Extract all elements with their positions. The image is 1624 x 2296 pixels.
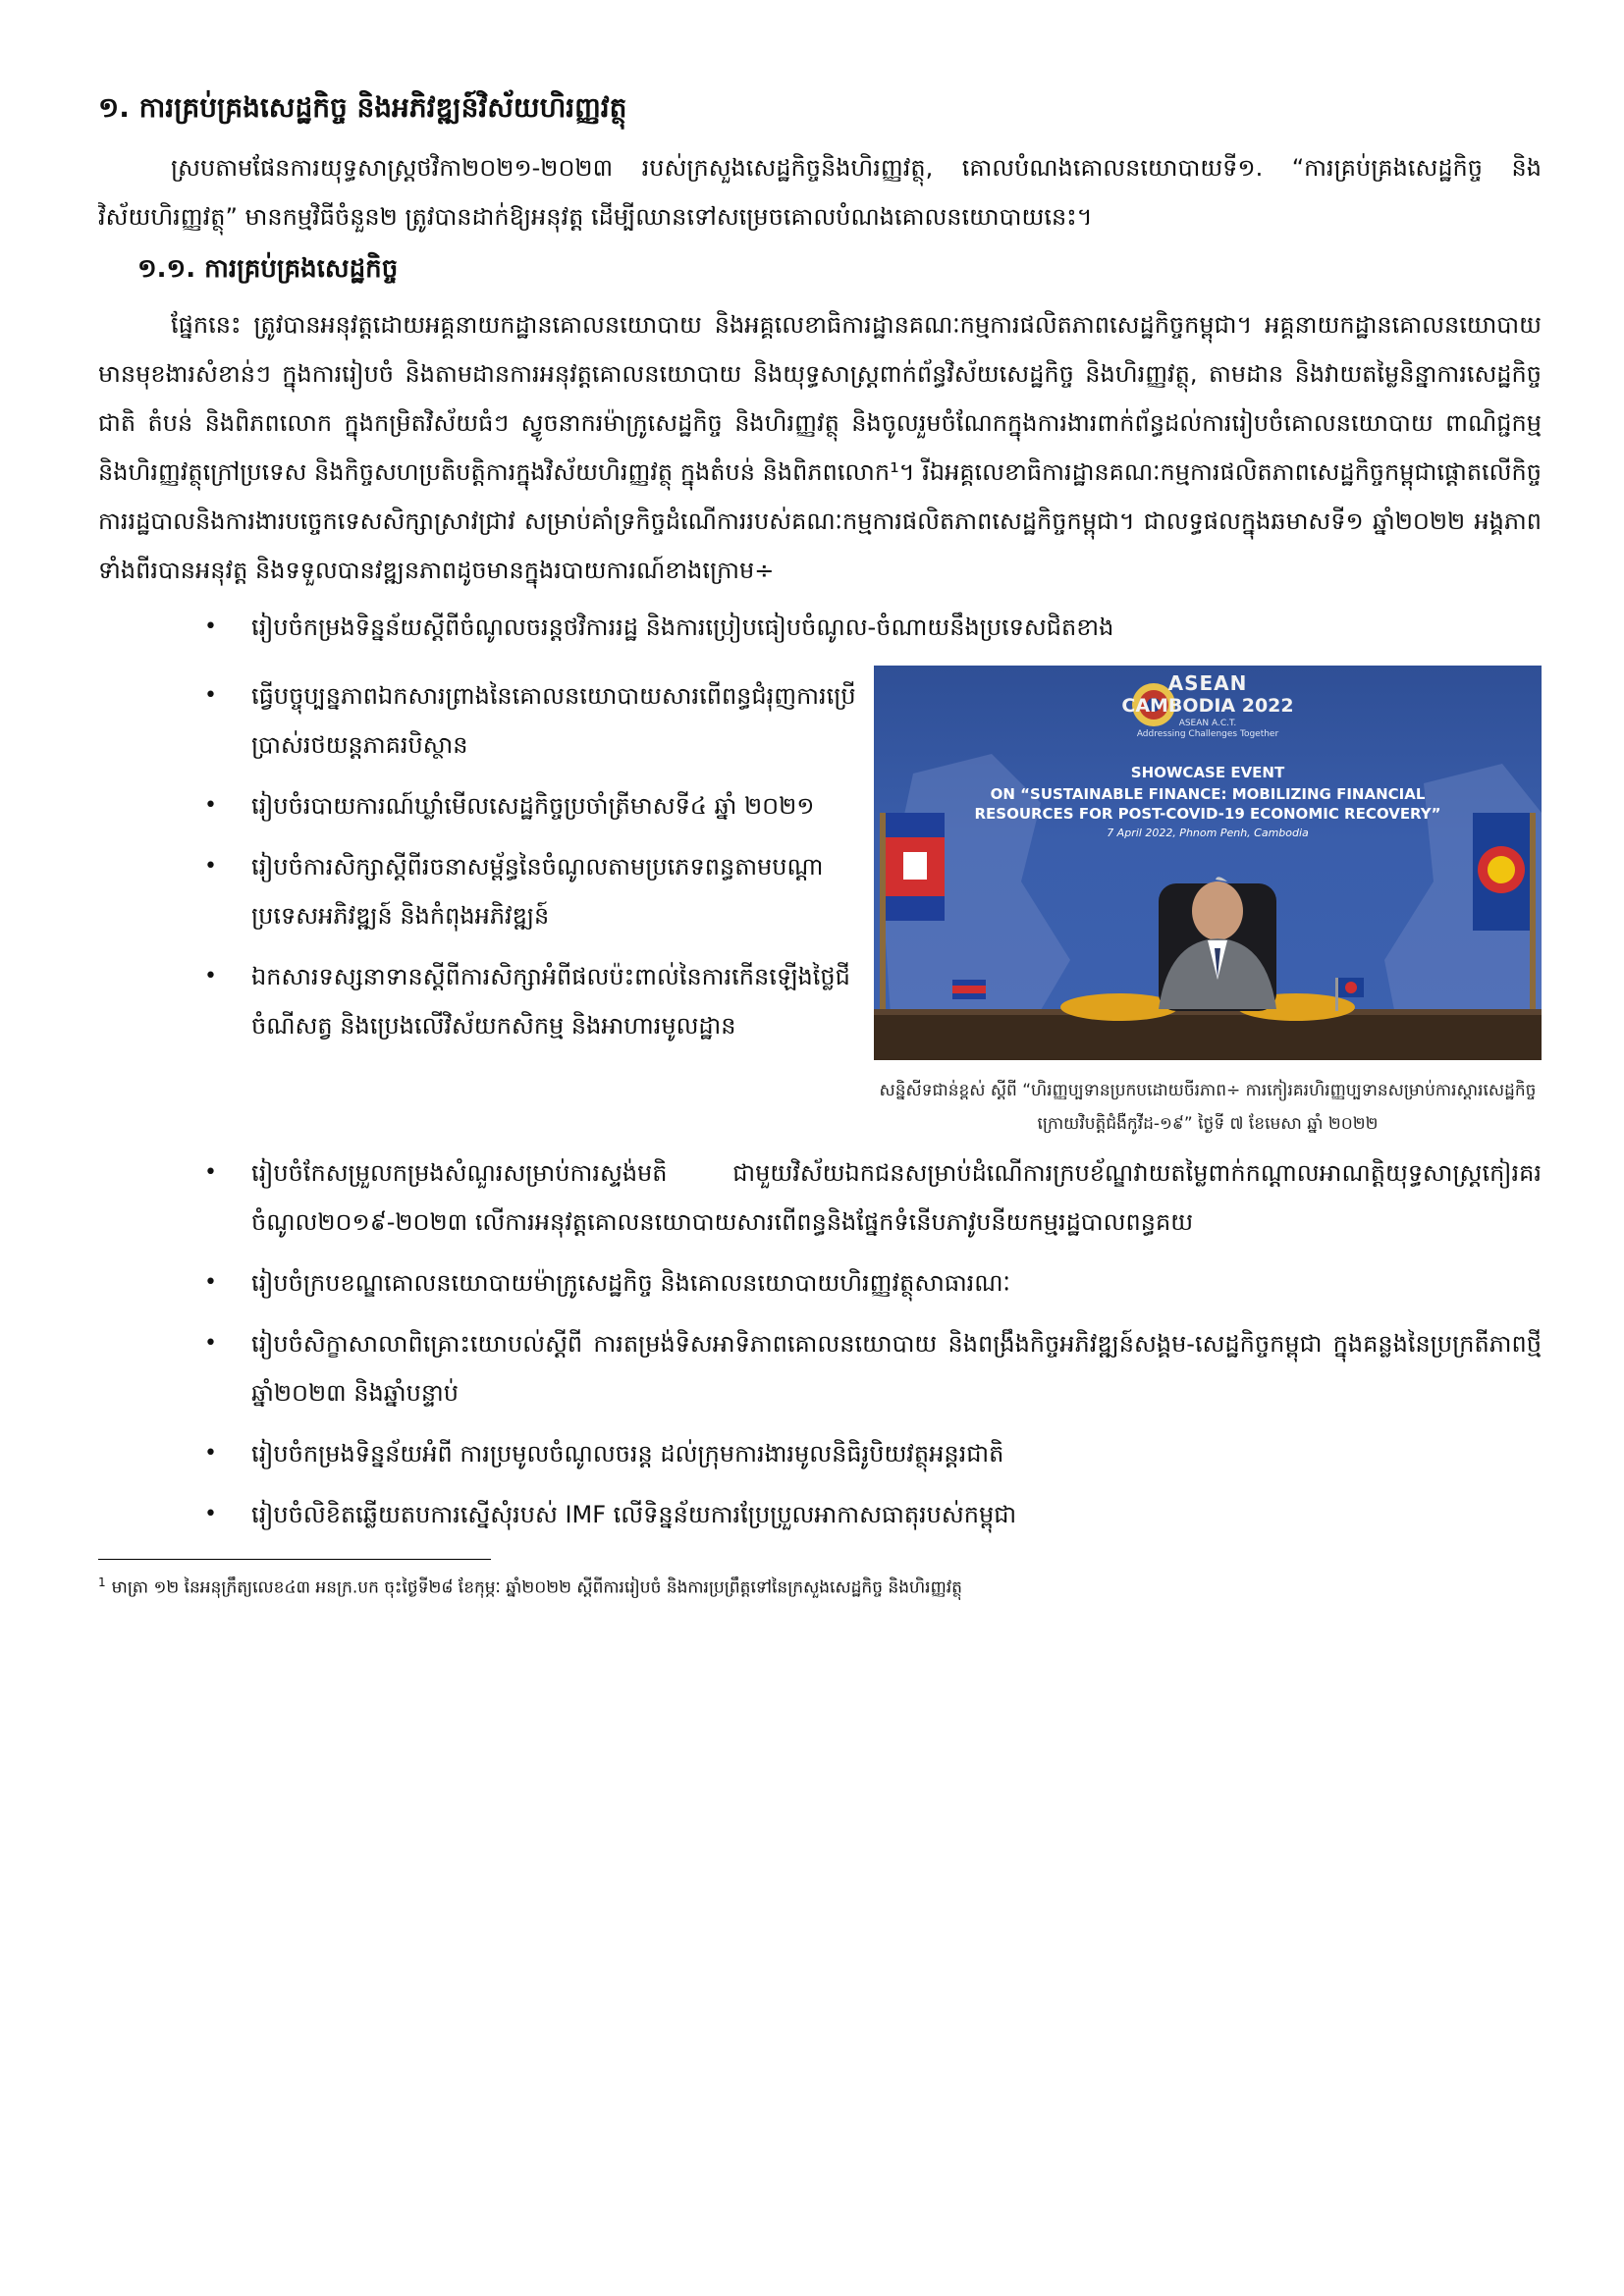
banner-tagline: Addressing Challenges Together [1136, 729, 1279, 739]
bullet-icon: • [204, 854, 217, 879]
bullet-icon: • [204, 1441, 217, 1466]
footnote-text: មាត្រា ១២ នៃអនុក្រឹត្យលេខ៤៣ អនក្រ.បក ចុះថ្ងៃទី២៨ ខែកុម្ភៈ ឆ្នាំ២០២២ ស្តីពីការរៀបចំ និងការប្រព្រឹត្តទៅនៃក្រសួងសេដ្ឋកិច្ច និងហិរញ្ញវត្ថុ [111, 1577, 962, 1598]
event-line-1: SHOWCASE EVENT [1130, 764, 1285, 781]
footnote [98, 1568, 1542, 1603]
event-line-3: RESOURCES FOR POST-COVID-19 ECONOMIC RECOVERY” [974, 805, 1441, 823]
list-item-text: រៀបចំការសិក្សាស្តីពីរចនាសម្ព័ន្ធនៃចំណូលតាមប្រភេទពន្ធតាមបណ្តាប្រទេសអភិវឌ្ឍន៍ និងកំពុងអភិវឌ្ឍន៍ [251, 853, 824, 930]
list-item [98, 671, 862, 770]
bullet-list-bottom [98, 1148, 1542, 1539]
event-photo-figure [874, 666, 1542, 1141]
list-item-text: រៀបចំសិក្ខាសាលាពិគ្រោះយោបល់ស្តីពី ការតម្រង់ទិសអាទិភាពគោលនយោបាយ និងពង្រឹងកិច្ចអភិវឌ្ឍន៍សង្គម-សេដ្ឋកិច្ចកម្ពុជា ក្នុងគន្លងនៃប្រក្រតីភាពថ្មីឆ្នាំ២០២៣ និងឆ្នាំបន្ទាប់ [251, 1330, 1542, 1407]
list-item-text: ធ្វើបច្ចុប្បន្នភាពឯកសារព្រាងនៃគោលនយោបាយសារពើពន្ធជំរុញការប្រើប្រាស់រថយន្តភាគរបិស្ថាន [251, 682, 856, 759]
bullet-icon: • [204, 1270, 217, 1295]
section-1-1-body: ផ្នែកនេះ ត្រូវបានអនុវត្តដោយអគ្គនាយកដ្ឋានគោលនយោបាយ និងអគ្គលេខាធិការដ្ឋានគណៈកម្មការផលិតភាពសេដ្ឋកិច្ចកម្ពុជា។ អគ្គនាយកដ្ឋានគោលនយោបាយមានមុខងារសំខាន់ៗ ក្នុងការរៀបចំ និងតាមដានការអនុវត្តគោលនយោបាយ និងយុទ្ធសាស្ត្រពាក់ព័ន្ធវិស័យសេដ្ឋកិច្ច និងហិរញ្ញវត្ថុ, តាមដាន និងវាយតម្លៃនិន្នាការសេដ្ឋកិច្ចជាតិ តំបន់ និងពិភពលោក ក្នុងកម្រិតវិស័យធំៗ ស្វូចនាករម៉ាក្រូសេដ្ឋកិច្ច និងហិរញ្ញវត្ថុ និងចូលរួមចំណែកក្នុងការងារពាក់ព័ន្ធដល់ការរៀបចំគោលនយោបាយ ពាណិជ្ជកម្ម និងហិរញ្ញវត្ថុក្រៅប្រទេស និងកិច្ចសហប្រតិបត្តិការក្នុងវិស័យហិរញ្ញវត្ថុ ក្នុងតំបន់ និងពិភពលោក¹។ រីឯអគ្គលេខាធិការដ្ឋានគណៈកម្មការផលិតភាពសេដ្ឋកិច្ចកម្ពុជាផ្តោតលើកិច្ចការរដ្ឋបាលនិងការងារបច្ចេកទេសសិក្សាស្រាវជ្រាវ សម្រាប់គាំទ្រកិច្ចដំណើការរបស់គណៈកម្មការផលិតភាពសេដ្ឋកិច្ចកម្ពុជា។ ជាលទ្ធផលក្នុងឆមាសទី១ ឆ្នាំ២០២២ អង្គភាពទាំងពីរបានអនុវត្ត និងទទួលបានវឌ្ឍនភាពដូចមានក្នុងរបាយការណ៍ខាងក្រោម÷ [98, 311, 1542, 584]
banner-subtitle: CAMBODIA 2022 [1121, 695, 1294, 717]
list-item-text: ឯកសារទស្សនាទានស្តីពីការសិក្សាអំពីផលប៉ះពាល់នៃការកើនឡើងថ្លៃជី ចំណីសត្វ និងប្រេងលើវិស័យកសិកម្ម និងអាហារមូលដ្ឋាន [251, 963, 850, 1040]
list-item [98, 1258, 1542, 1308]
bullet-icon: • [204, 683, 217, 708]
section-1-1-heading: ១.១. ការគ្រប់គ្រងសេដ្ឋកិច្ច [137, 254, 399, 284]
list-item-text: រៀបចំកម្រងទិន្នន័យអំពី ការប្រមូលចំណូលចរន្ត ដល់ក្រុមការងារមូលនិធិរូបិយវត្ថុអន្តរជាតិ [251, 1440, 1004, 1468]
list-item [98, 1490, 1542, 1539]
list-item [98, 1429, 1542, 1478]
list-item [98, 603, 1542, 652]
bullet-icon: • [204, 1331, 217, 1356]
banner-title: ASEAN [1167, 671, 1248, 695]
list-item [98, 952, 862, 1050]
event-line-2: ON “SUSTAINABLE FINANCE: MOBILIZING FINANCIAL [990, 785, 1426, 803]
bullet-list-side [98, 671, 862, 1062]
list-item-text: រៀបចំក្របខណ្ឌគោលនយោបាយម៉ាក្រូសេដ្ឋកិច្ច និងគោលនយោបាយហិរញ្ញវត្ថុសាធារណៈ [251, 1269, 1010, 1297]
bullets-with-figure [98, 664, 1542, 1141]
bullet-icon: • [204, 964, 217, 988]
event-photo [874, 666, 1542, 1060]
list-item [98, 1148, 1542, 1247]
list-item [98, 1319, 1542, 1417]
footnote-divider [98, 1559, 491, 1560]
list-item-text: រៀបចំកម្រងទិន្នន័យស្តីពីចំណូលចរន្តថវិការរដ្ឋ និងការប្រៀបធៀបចំណូល-ចំណាយនឹងប្រទេសជិតខាង [251, 614, 1114, 641]
section-1-intro: ស្របតាមផែនការយុទ្ធសាស្ត្រថវិកា២០២១-២០២៣ របស់ក្រសួងសេដ្ឋកិច្ចនិងហិរញ្ញវត្ថុ, គោលបំណងគោលនយោបាយទី១. “ការគ្រប់គ្រងសេដ្ឋកិច្ច និងវិស័យហិរញ្ញវត្ថុ” មានកម្មវិធីចំនួន២ ត្រូវបានដាក់ឱ្យអនុវត្ត ដើម្បីឈានទៅសម្រេចគោលបំណងគោលនយោបាយនេះ។ [98, 154, 1542, 231]
list-item [98, 781, 862, 830]
photo-caption: សន្និសីទជាន់ខ្ពស់ ស្តីពី “ហិរញ្ញប្បទានប្រកបដោយចីរភាព÷ ការកៀរគរហិរញ្ញប្បទានសម្រាប់ការស្តារសេដ្ឋកិច្ចក្រោយវិបត្តិជំងឺកូវីដ-១៩” ថ្ងៃទី ៧ ខែមេសា ឆ្នាំ ២០២២ [879, 1081, 1537, 1134]
list-item-text: រៀបចំរបាយការណ៍ឃ្លាំមើលសេដ្ឋកិច្ចប្រចាំត្រីមាសទី៤ ឆ្នាំ ២០២១ [251, 792, 815, 820]
list-item-text: រៀបចំលិខិតឆ្លើយតបការស្នើសុំរបស់ IMF លើទិន្នន័យការប្រែប្រួលអាកាសធាតុរបស់កម្ពុជា [251, 1501, 1017, 1528]
bullet-icon: • [204, 1502, 217, 1526]
bullet-list-top [98, 603, 1542, 652]
bullet-icon: • [204, 793, 217, 818]
list-item-text: រៀបចំកែសម្រួលកម្រងសំណួរសម្រាប់ការស្ទង់មតិ ជាមួយវិស័យឯកជនសម្រាប់ដំណើការក្របខ័ណ្ឌវាយតម្លៃពាក់កណ្តាលអាណត្តិយុទ្ធសាស្ត្រកៀរគរចំណូល២០១៩-២០២៣ លើការអនុវត្តគោលនយោបាយសារពើពន្ធនិងផ្នែកទំនើបភាវូបនីយកម្មរដ្ឋបាលពន្ធគយ [251, 1159, 1542, 1236]
bullet-icon: • [204, 1160, 217, 1185]
section-1-heading: ១. ការគ្រប់គ្រងសេដ្ឋកិច្ច និងអភិវឌ្ឍន៍វិស័យហិរញ្ញវត្ថុ [98, 91, 627, 124]
bullet-icon: • [204, 614, 217, 639]
list-item [98, 842, 862, 940]
event-date: 7 April 2022, Phnom Penh, Cambodia [1107, 827, 1309, 839]
banner-act: ASEAN A.C.T. [1178, 719, 1237, 728]
document-page [98, 79, 1542, 2258]
footnote-marker: 1 [98, 1575, 106, 1589]
